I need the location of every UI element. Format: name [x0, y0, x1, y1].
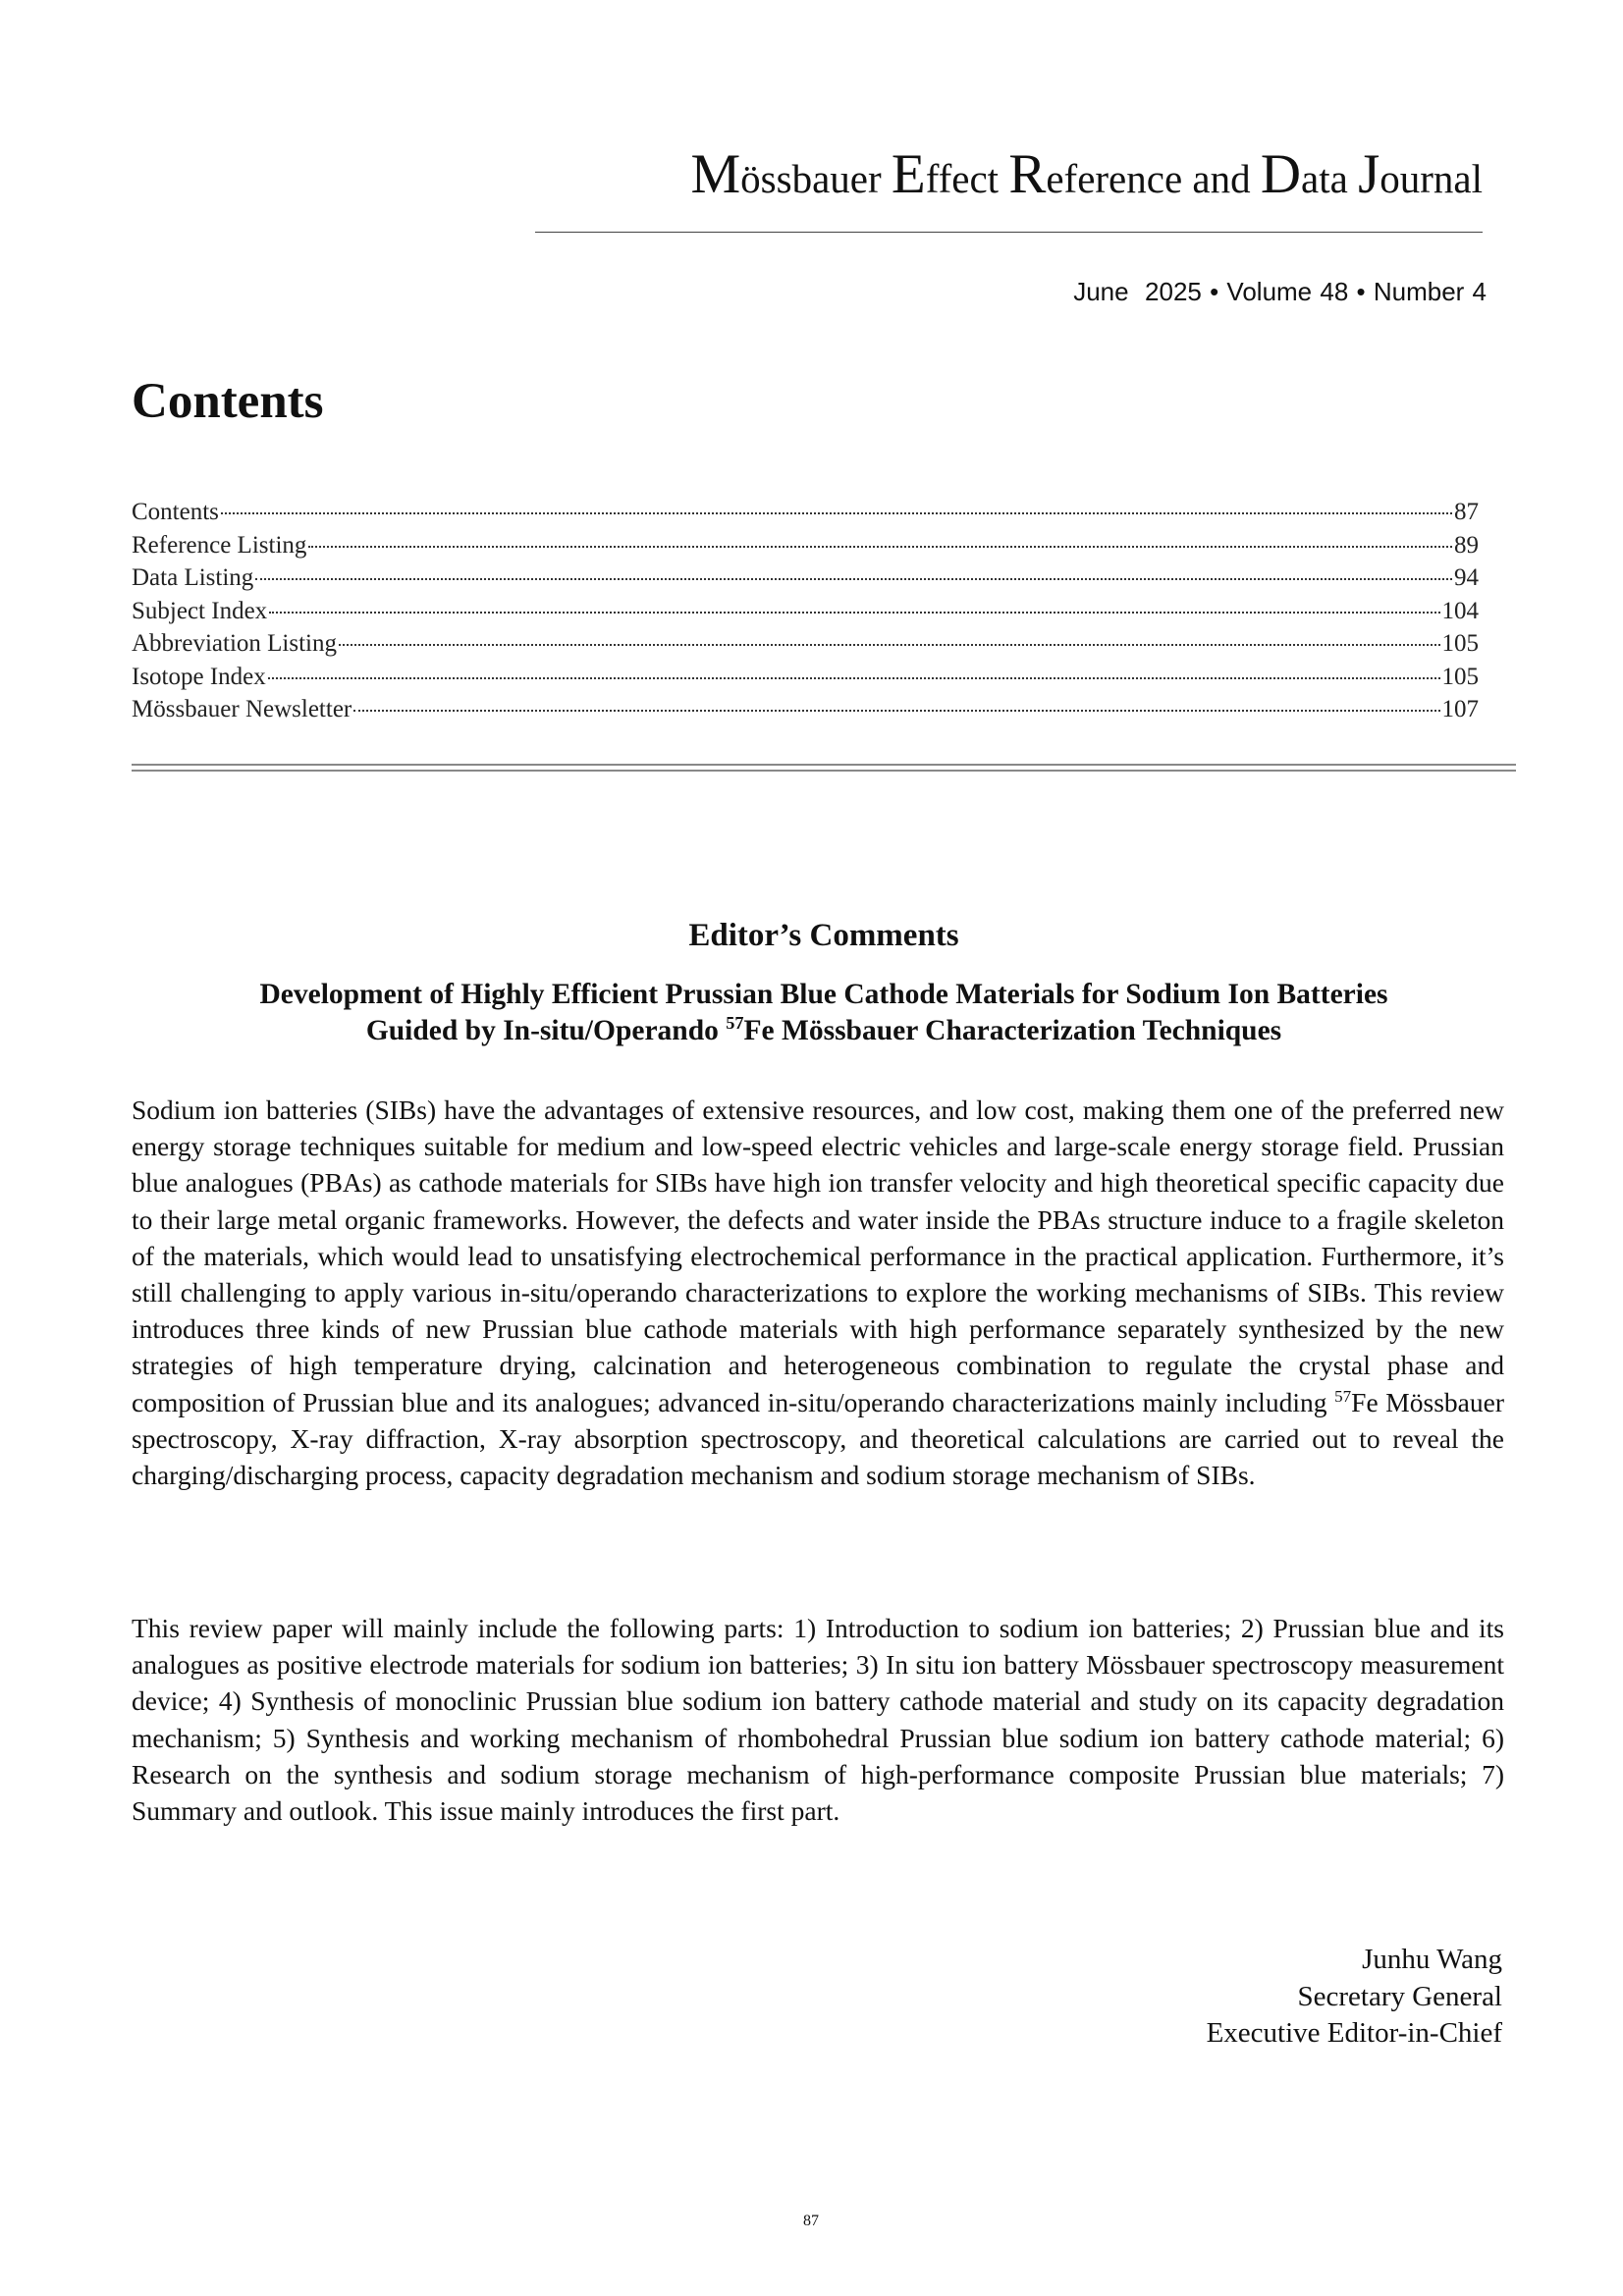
toc-entry-label: Subject Index: [132, 597, 268, 624]
toc-entry-page: 105: [1441, 630, 1479, 657]
journal-title-cap: M: [690, 143, 741, 205]
toc-entry-label: Contents: [132, 499, 219, 525]
toc-entry-label: Abbreviation Listing: [132, 630, 337, 657]
journal-title-rest: ffect: [925, 156, 1009, 201]
journal-title-rest: ata: [1301, 156, 1359, 201]
toc-entry-label: Mössbauer Newsletter: [132, 696, 352, 722]
body-paragraph: This review paper will mainly include the following parts: 1) Introduction to sodium ion batteries; 2) Prussian blue and its analogues as positive electrode materials for sodium ion batteries; 3) In situ ion battery Mössbauer spectroscopy measurement device; 4) Synthesis of monoclinic Prussian blue sodium ion battery cathode material and study on its capacity degradation mechanism; 5) Synthesis and working mechanism of rhombohedral Prussian blue sodium ion battery cathode material; 6) Research on the synthesis and sodium storage mechanism of high-performance composite Prussian blue materials; 7) Summary and outlook. This issue mainly introduces the first part.: [132, 1613, 1504, 1827]
journal-title-cap: E: [891, 143, 926, 205]
toc-leader-dots: [308, 546, 1452, 548]
toc-entry-label: Isotope Index: [132, 663, 266, 690]
article-title-line: Development of Highly Efficient Prussian Blue Cathode Materials for Sodium Ion Batteries: [259, 979, 1388, 1010]
editor-comments-heading: Editor’s Comments: [688, 918, 959, 953]
toc-entry[interactable]: [132, 499, 1479, 532]
isotope-superscript: 57: [726, 1013, 744, 1034]
section-divider: [132, 764, 1516, 766]
toc-leader-dots: [255, 578, 1452, 580]
toc-entry[interactable]: [132, 664, 1479, 697]
journal-title-rest: ournal: [1380, 156, 1483, 201]
toc-leader-dots: [353, 710, 1439, 712]
toc-entry-page: 89: [1454, 531, 1479, 559]
article-title-line: [132, 1013, 1516, 1049]
toc-leader-dots: [339, 644, 1440, 646]
journal-title: [535, 142, 1483, 206]
journal-title-rest: össbauer: [740, 156, 892, 201]
signature-block: [982, 1942, 1502, 2053]
toc-entry-label: Reference Listing: [132, 531, 307, 559]
toc-entry-label: Data Listing: [132, 564, 254, 591]
toc-entry-page: 94: [1454, 564, 1479, 591]
toc-entry-page: 105: [1441, 663, 1479, 690]
toc-leader-dots: [221, 512, 1452, 514]
signature-title: Executive Editor-in-Chief: [1206, 2017, 1502, 2049]
toc-entry-page: 107: [1441, 696, 1479, 722]
toc-entry-page: 104: [1441, 597, 1479, 624]
signature-title: Secretary General: [1297, 1980, 1502, 2012]
signature-name: Junhu Wang: [1362, 1944, 1502, 1975]
journal-title-cap: R: [1008, 143, 1047, 205]
issue-info: June 2025 • Volume 48 • Number 4: [1073, 277, 1487, 306]
journal-title-cap: J: [1358, 143, 1380, 205]
body-paragraph: [132, 1092, 1504, 1493]
article-title: [132, 977, 1516, 1049]
toc-leader-dots: [269, 612, 1439, 614]
toc-leader-dots: [268, 677, 1440, 679]
table-of-contents: [132, 499, 1479, 729]
isotope-superscript: 57: [1334, 1386, 1352, 1406]
article-title-text: Guided by In-situ/Operando: [365, 1015, 727, 1046]
journal-title-cap: D: [1260, 143, 1302, 205]
toc-entry[interactable]: [132, 564, 1479, 598]
toc-entry-page: 87: [1454, 499, 1479, 525]
toc-entry[interactable]: [132, 532, 1479, 565]
paragraph-text: Fe Mössbauer spectroscopy, X-ray diffraction, X-ray absorption spectroscopy, and theoretical calculations are carried out to reveal the charging/discharging process, capacity degradation mechanism and sodium storage mechanism of SIBs.: [132, 1386, 1504, 1491]
paragraph-text: Sodium ion batteries (SIBs) have the advantages of extensive resources, and low cost, making them one of the preferred new energy storage techniques suitable for medium and low-speed electric vehicles and large-scale energy storage field. Prussian blue analogues (PBAs) as cathode materials for SIBs have high ion transfer velocity and high theoretical specific capacity due to their large metal organic frameworks. However, the defects and water inside the PBAs structure induce to a fragile skeleton of the materials, which would lead to unsatisfying electrochemical performance in the practical application. Furthermore, it’s still challenging to apply various in-situ/operando characterizations to explore the working mechanisms of SIBs. This review introduces three kinds of new Prussian blue cathode materials with high performance separately synthesized by the new strategies of high temperature drying, calcination and heterogeneous combination to regulate the crystal phase and composition of Prussian blue and its analogues; advanced in-situ/operando characterizations mainly including: [132, 1095, 1504, 1417]
section-divider: [132, 770, 1516, 772]
toc-entry[interactable]: [132, 630, 1479, 664]
article-title-text: Fe Mössbauer Characterization Techniques: [743, 1015, 1282, 1046]
toc-entry[interactable]: [132, 696, 1479, 729]
header-divider: [535, 232, 1483, 233]
contents-heading: Contents: [132, 374, 324, 429]
page-number: 87: [803, 2213, 819, 2229]
toc-entry[interactable]: [132, 598, 1479, 631]
journal-title-rest: eference and: [1046, 156, 1261, 201]
